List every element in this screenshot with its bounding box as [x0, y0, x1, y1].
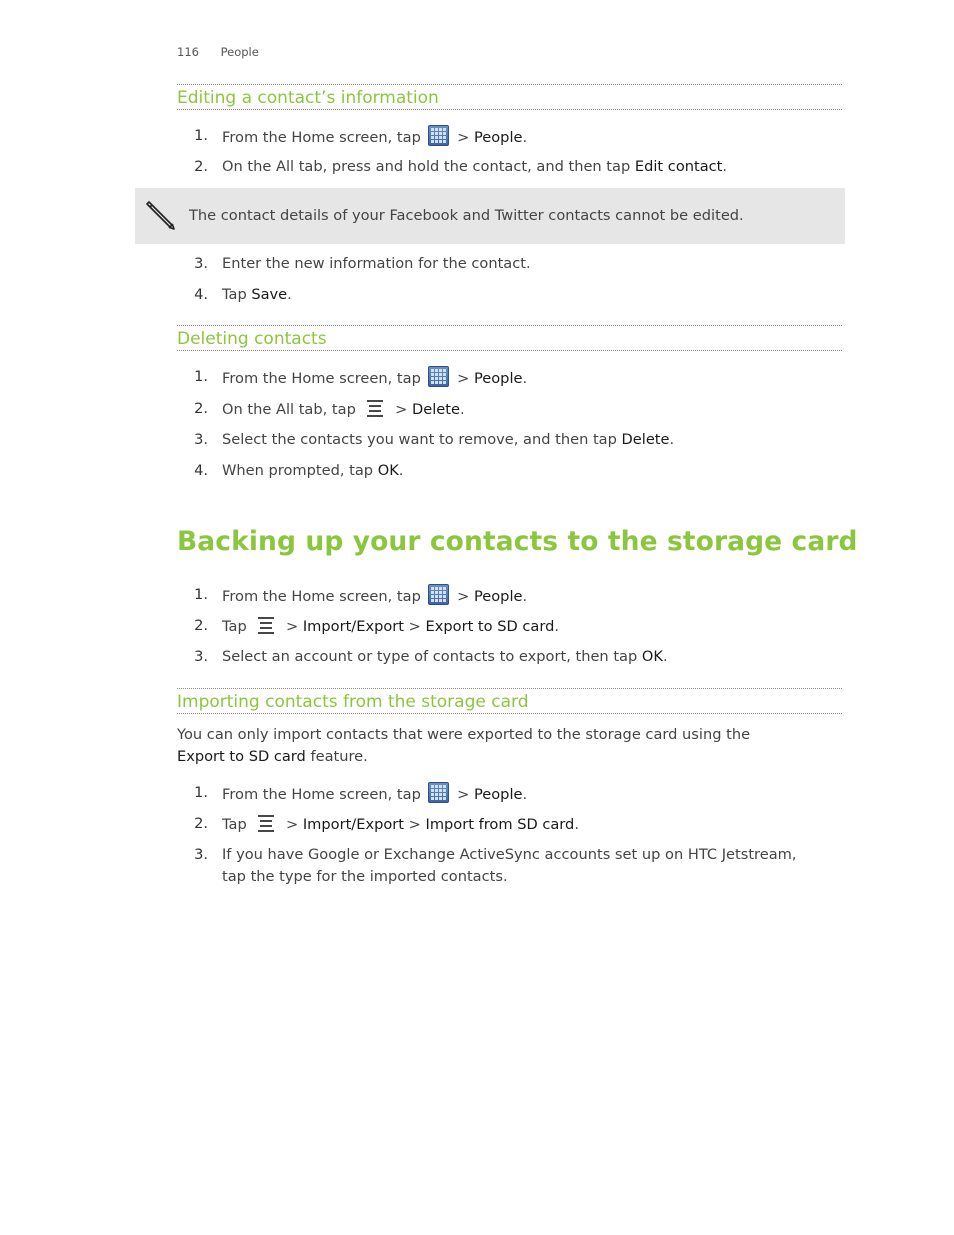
apps-grid-icon: [428, 782, 449, 803]
pencil-icon: [143, 198, 177, 232]
menu-icon: [365, 398, 385, 418]
menu-icon: [256, 615, 276, 635]
apps-grid-icon: [428, 584, 449, 605]
chapter-name: People: [220, 45, 259, 59]
note-box: [135, 188, 845, 244]
apps-grid-icon: [428, 366, 449, 387]
section-heading-editing: Editing a contact’s information: [177, 84, 842, 110]
section-heading-deleting: Deleting contacts: [177, 325, 842, 351]
note-text: The contact details of your Facebook and Twitter contacts cannot be edited.: [189, 207, 744, 224]
page-header: [177, 45, 259, 59]
intro-paragraph: You can only import contacts that were exported to the storage card using the Export to SD card feature.: [177, 726, 751, 765]
apps-grid-icon: [428, 125, 449, 146]
section-heading-importing: Importing contacts from the storage card: [177, 688, 842, 714]
menu-icon: [256, 813, 276, 833]
page-title: Backing up your contacts to the storage card: [177, 526, 858, 557]
page-number: 116: [177, 45, 199, 59]
